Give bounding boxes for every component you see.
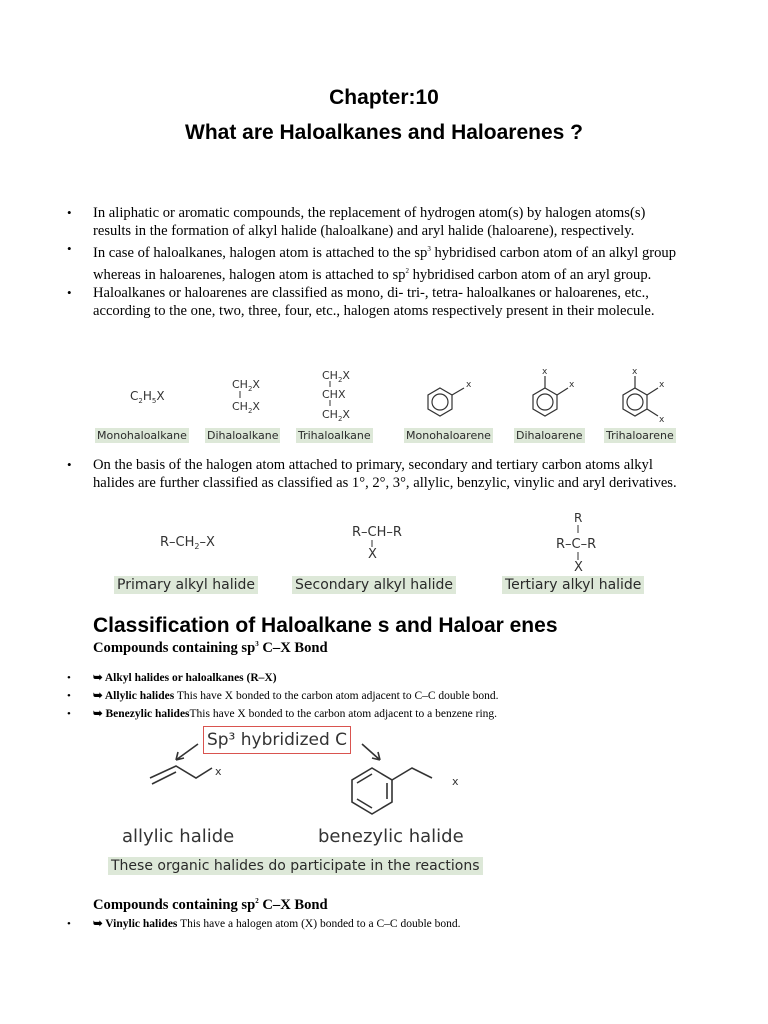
intro-b2-sup2: 2 <box>405 267 409 275</box>
svg-text:CHX: CHX <box>322 388 346 401</box>
figure-note: These organic halides do participate in the reactions <box>108 857 483 875</box>
intro-b2-sup1: 3 <box>427 245 431 253</box>
sp2-pre: Compounds containing sp <box>93 897 256 913</box>
section-heading: Classification of Haloalkane s and Haloar enes <box>93 614 558 637</box>
sp3-hybridized-box: Sp³ hybridized C <box>203 726 351 754</box>
secondary-structure: R–CH–R <box>352 525 402 540</box>
list-item-alkyl <box>67 669 707 687</box>
benzene-inner <box>357 774 387 808</box>
secondary-x: X <box>368 547 377 562</box>
intro-bullet-2 <box>67 240 677 284</box>
monohaloarene-x: x <box>466 380 472 390</box>
chapter-heading: Chapter:10 <box>329 86 439 109</box>
arrow-left <box>176 744 198 760</box>
alkyl-halide-figure <box>150 510 670 575</box>
page-title: What are Haloalkanes and Haloarenes ? <box>185 121 583 144</box>
sp2-list <box>67 915 707 933</box>
label-trihaloalkane: Trihaloalkane <box>298 429 371 442</box>
tertiary-r-top: R <box>574 511 583 525</box>
label-dihaloalkane: Dihaloalkane <box>207 429 279 442</box>
trihaloarene-x3: x <box>659 415 665 425</box>
intro-b2-mid: hybridised carbon atom of an alkyl group whereas in haloarenes, halogen atom is attached to sp <box>93 245 677 283</box>
sp2-post: C–X Bond <box>258 897 328 913</box>
primary-structure: $R-CH_2-X$ <box>160 535 215 551</box>
intro-b2-pre: In case of haloalkanes, halogen atom is attached to the sp <box>93 245 428 261</box>
subheading-sp3 <box>93 640 328 657</box>
sp3-sup: 3 <box>255 640 259 648</box>
label-trihaloarene: Trihaloarene <box>606 429 674 442</box>
item-benzylic-text: This have X bonded to the carbon atom adjacent to a benzene ring. <box>189 708 498 720</box>
dihaloarene-x1: x <box>542 367 548 377</box>
label-monohaloarene: Monohaloarene <box>406 429 491 442</box>
classification-bullet: • On the basis of the halogen atom attached to primary, secondary and tertiary carbon atoms alkyl halides are further classified as classified as 1°, 2°, 3°, allylic, benzylic, vinylic and aryl derivatives. <box>67 456 677 492</box>
trihaloarene-x2: x <box>659 380 665 390</box>
label-dihaloarene: Dihaloarene <box>516 429 583 442</box>
intro-b2-post: hybridised carbon atom of an aryl group. <box>408 267 652 283</box>
trihaloarene-x1: x <box>632 367 638 377</box>
intro-bullet-list <box>67 204 677 320</box>
label-primary-alkyl: Primary alkyl halide <box>114 576 258 594</box>
item-vinylic-text: This have a halogen atom (X) bonded to a C–C double bond. <box>177 918 461 930</box>
label-monohaloalkane: Monohaloalkane <box>97 429 187 442</box>
dihaloarene-structure <box>533 376 568 416</box>
benzyl-chain <box>392 768 432 780</box>
item-alkyl-bold: ➥ Alkyl halides or haloalkanes (R–X) <box>93 672 277 684</box>
mono-haloalkane-formula: $C_2H_5X$ <box>130 389 165 405</box>
sp3-pre: Compounds containing sp <box>93 640 256 656</box>
monohaloarene-structure <box>428 388 464 416</box>
allylic-benzylic-figure <box>140 738 480 828</box>
svg-text:CH2X: $CH_2X$ <box>232 378 260 393</box>
arrow-right <box>362 744 380 760</box>
list-item-allylic <box>67 687 707 705</box>
label-tertiary-alkyl: Tertiary alkyl halide <box>502 576 644 594</box>
classification-bullet-list <box>67 456 677 492</box>
sp3-post: C–X Bond <box>258 640 328 656</box>
dihaloarene-x2: x <box>569 380 575 390</box>
allylic-x: x <box>215 765 222 778</box>
svg-text:CH2X: $CH_2X$ <box>322 408 350 423</box>
item-allylic-bold: ➥ Allylic halides <box>93 690 175 702</box>
intro-bullet-3: • Haloalkanes or haloarenes are classified as mono, di- tri-, tetra- haloalkanes or haloarenes, etc., according to the one, two, three, four, etc., halogen atoms respectively present in their molecule. <box>67 284 677 320</box>
list-item-vinylic <box>67 915 707 933</box>
sp3-list <box>67 669 707 723</box>
benzyl-x: x <box>452 775 459 788</box>
halo-structures-figure <box>90 366 690 434</box>
subheading-sp2 <box>93 897 328 914</box>
tertiary-structure: R–C–R <box>556 537 597 552</box>
svg-text:CH2X: $CH_2X$ <box>322 369 350 384</box>
intro-bullet-1: • In aliphatic or aromatic compounds, the replacement of hydrogen atom(s) by halogen atoms(s) results in the formation of alkyl halide (haloalkane) and aryl halide (haloarene), respectively. <box>67 204 677 240</box>
svg-text:CH2X: $CH_2X$ <box>232 400 260 415</box>
label-secondary-alkyl: Secondary alkyl halide <box>292 576 456 594</box>
item-benzylic-bold: ➥ Benezylic halides <box>93 708 190 720</box>
label-allylic-halide: allylic halide <box>122 826 235 847</box>
sp2-sup: 2 <box>255 897 259 905</box>
dihaloalkane-structure <box>232 378 260 415</box>
allylic-chain <box>150 766 212 778</box>
allylic-double <box>152 772 176 784</box>
tertiary-x: X <box>574 560 583 575</box>
list-item-benzylic <box>67 705 707 723</box>
item-allylic-text: This have X bonded to the carbon atom adjacent to C–C double bond. <box>174 690 499 702</box>
trihaloarene-structure <box>623 376 658 416</box>
trihaloalkane-structure <box>322 369 350 423</box>
item-vinylic-bold: ➥ Vinylic halides <box>93 918 178 930</box>
label-benzylic-halide: benezylic halide <box>318 826 464 847</box>
